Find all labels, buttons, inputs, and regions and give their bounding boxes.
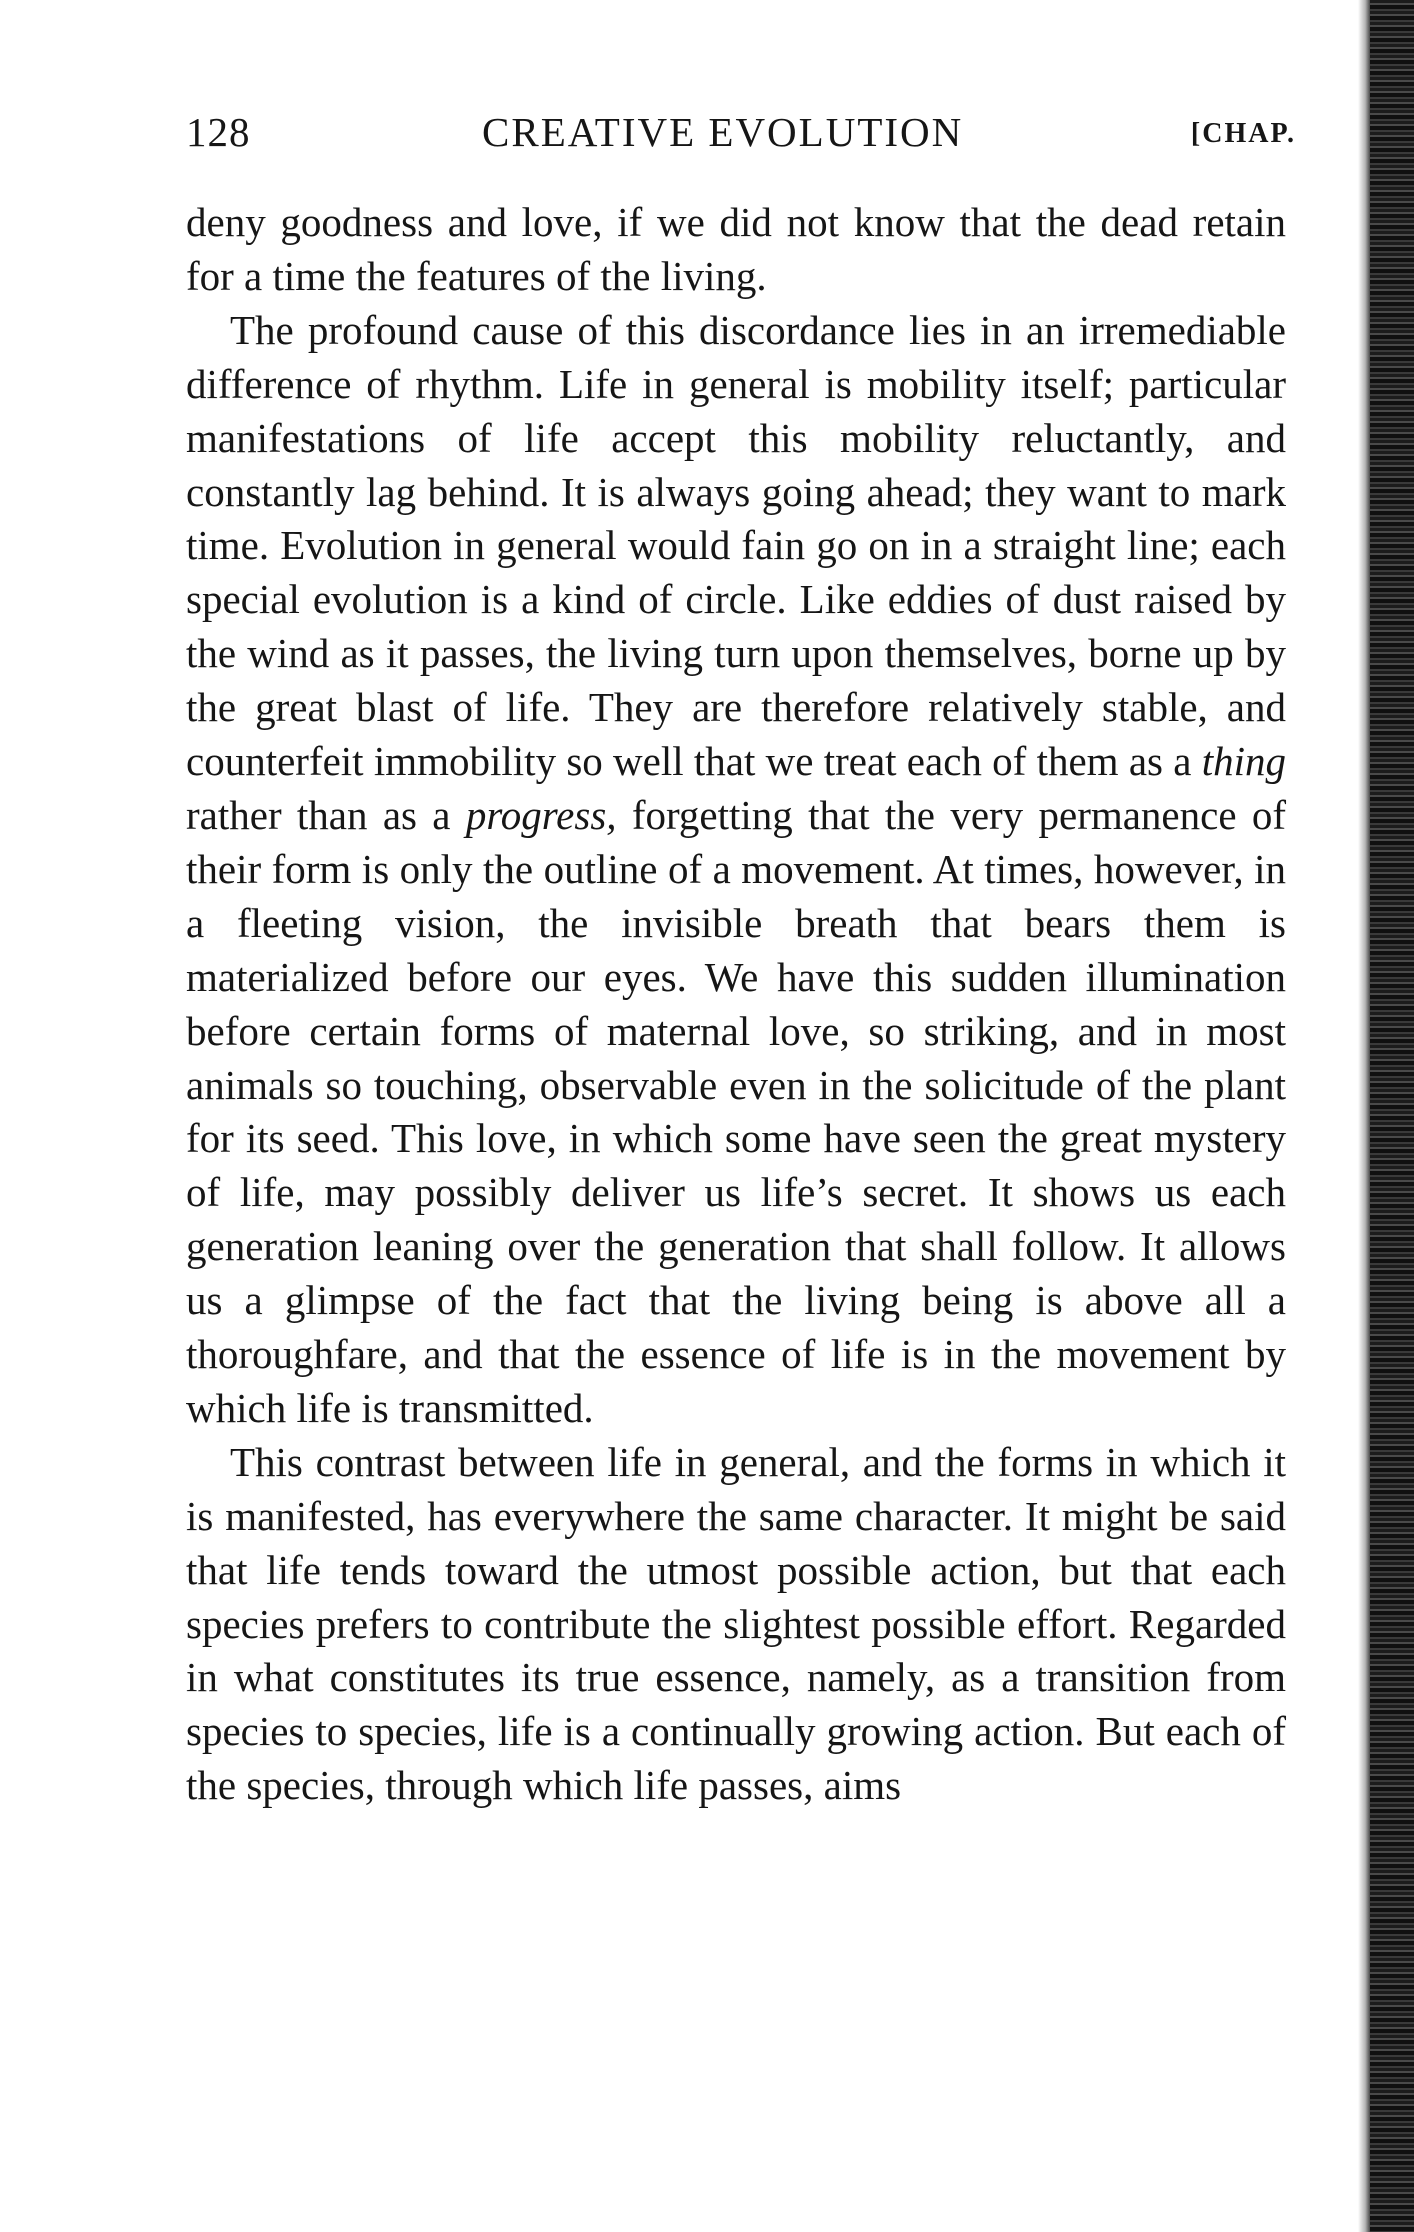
paragraph-text: forgetting that the very permanence of their form is only the outline of a movement. At times, however, in a fleeting vision, the invisible breath that bears them is materialized before our eyes. We have this sudden illumination before certain forms of maternal love, so striking, and in most animals so touching, observable even in the solicitude of the plant for its seed. This love, in which some have seen the great mystery of life, may possibly deliver us life’s secret. It shows us each generation leaning over the generation that shall follow. It allows us a glimpse of the fact that the living being is above all a thoroughfare, and that the essence of life is in the movement by which life is transmitted. (186, 791, 1286, 1431)
italic-word: thing (1201, 738, 1286, 785)
body-text (186, 196, 1286, 1813)
paragraph-text: The profound cause of this discordance lies in an irremediable difference of rhythm. Life in general is mobility itself; particular manifestations of life accept this mobility reluctantly, and constantly lag behind. It is always going ahead; they want to mark time. Evolution in general would fain go on in a straight line; each special evolution is a kind of circle. Like eddies of dust raised by the wind as it passes, the living turn upon themselves, borne up by the great blast of life. They are therefore relatively stable, and counterfeit immobility so well that we treat each of them as a (186, 306, 1286, 785)
paragraph-text: rather than as a (186, 791, 466, 838)
page-edge (1370, 0, 1414, 2232)
running-title: CREATIVE EVOLUTION (482, 109, 964, 155)
running-head (186, 108, 1296, 164)
italic-word: progress, (465, 791, 617, 838)
paragraph-discordance (186, 304, 1286, 1436)
chapter-mark: [CHAP. (1190, 118, 1296, 149)
continuation-paragraph: deny goodness and love, if we did not know that the dead retain for a time the features of the living. (186, 199, 1286, 299)
page-number: 128 (186, 109, 251, 155)
paragraph-contrast: This contrast between life in general, and the forms in which it is manifested, has everywhere the same character. It might be said that life tends toward the utmost possible action, but that each species prefers to contribute the slightest possible effort. Regarded in what constitutes its true essence, namely, as a transition from species to species, life is a continually growing action. But each of the species, through which life passes, aims (186, 1438, 1286, 1809)
page-gutter-shadow (1358, 0, 1370, 2232)
